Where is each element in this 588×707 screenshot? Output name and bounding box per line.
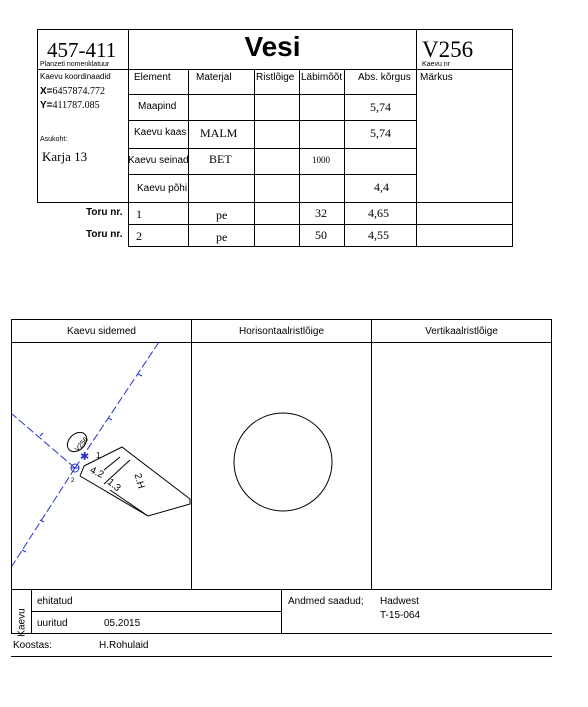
dim-line-c (110, 490, 148, 516)
footer-side-label: Kaevu (16, 608, 28, 637)
col-header-korgus: Abs. kõrgus (358, 72, 411, 83)
col-header-ristloige: Ristlõige (256, 72, 295, 83)
pipe-labimoot-2: 50 (315, 228, 327, 242)
footer-compiled-label: Koostas: (13, 640, 52, 651)
page-title: Vesi (244, 31, 301, 62)
pipe-materjal-1: pe (216, 208, 228, 222)
coords-label: Kaevu koordinaadid (40, 72, 111, 81)
footer-data-source: Hadwest (380, 596, 419, 607)
well-label-text: V256 (74, 436, 90, 454)
row-korgus-3: 4,4 (374, 180, 389, 194)
tick-1 (108, 418, 112, 420)
row-element-2: Kaevu seinad (128, 155, 189, 166)
location-value: Karja 13 (42, 149, 88, 164)
pipe-label-1: Toru nr. (86, 207, 123, 218)
panel-title-horisontaal: Horisontaalristlõige (238, 326, 325, 337)
row-materjal-1: MALM (200, 126, 238, 140)
coord-x-label: X= (40, 86, 53, 97)
col-header-markus: Märkus (420, 72, 453, 83)
star-icon: ✱ (80, 450, 90, 463)
dim-line-a (104, 457, 120, 470)
panel-title-vertikaal: Vertikaalristlõige (425, 326, 498, 337)
row-korgus-0: 5,74 (370, 100, 391, 114)
pipe-nr-2: 2 (136, 229, 142, 243)
well-number: V256 (422, 37, 474, 62)
footer-surveyed-label: uuritud (37, 618, 68, 629)
nomenclature-label: Planzeti nomenklatuur (40, 61, 110, 68)
tick-5 (40, 433, 43, 436)
location-label: Asukoht: (40, 136, 68, 143)
row-materjal-2: BET (209, 152, 232, 166)
panel-title-sidemed: Kaevu sidemed (67, 326, 136, 337)
tick-3 (40, 520, 44, 522)
tick-4 (22, 550, 26, 552)
pipe-line-3 (12, 414, 75, 468)
pipe-number-1: 1 (96, 451, 101, 460)
well-number-label: Kaevu nr (422, 61, 451, 68)
pipe-korgus-1: 4,65 (368, 206, 389, 220)
pipe-line-2 (12, 468, 75, 566)
pipe-nr-1: 1 (136, 207, 142, 221)
footer-compiled-value: H.Rohulaid (99, 640, 149, 651)
col-header-labimoot: Läbimõõt (301, 72, 343, 83)
col-header-materjal: Materjal (196, 72, 232, 83)
row-labimoot-2: 1000 (312, 155, 330, 165)
pipe-number-2: 2 (71, 478, 75, 484)
row-element-1: Kaevu kaas (134, 127, 187, 138)
coord-y-value: 411787.085 (52, 100, 100, 111)
tick-2 (138, 374, 142, 376)
dim-label-3: 2.H (131, 472, 147, 491)
dim-label-1: 4.2 (88, 464, 106, 481)
footer-data-label: Andmed saadud; (288, 596, 364, 607)
col-header-element: Element (134, 72, 171, 83)
coord-y-label: Y= (40, 100, 53, 111)
nomenclature-code: 457-411 (47, 38, 117, 62)
footer-surveyed-date: 05.2015 (104, 618, 141, 629)
pipe-labimoot-1: 32 (315, 206, 327, 220)
pipe-label-2: Toru nr. (86, 229, 123, 240)
coord-x-value: 6457874.772 (52, 86, 106, 97)
row-element-0: Maapind (138, 101, 177, 112)
building-corner (80, 466, 84, 476)
dim-label-2: 1.3 (104, 476, 123, 495)
footer-data-ref: T-15-064 (380, 610, 421, 621)
row-korgus-1: 5,74 (370, 126, 391, 140)
row-element-3: Kaevu põhi (137, 183, 188, 194)
footer-built-label: ehitatud (37, 596, 73, 607)
pipe-materjal-2: pe (216, 230, 228, 244)
horizontal-section-circle (234, 413, 332, 511)
pipe-korgus-2: 4,55 (368, 228, 389, 242)
